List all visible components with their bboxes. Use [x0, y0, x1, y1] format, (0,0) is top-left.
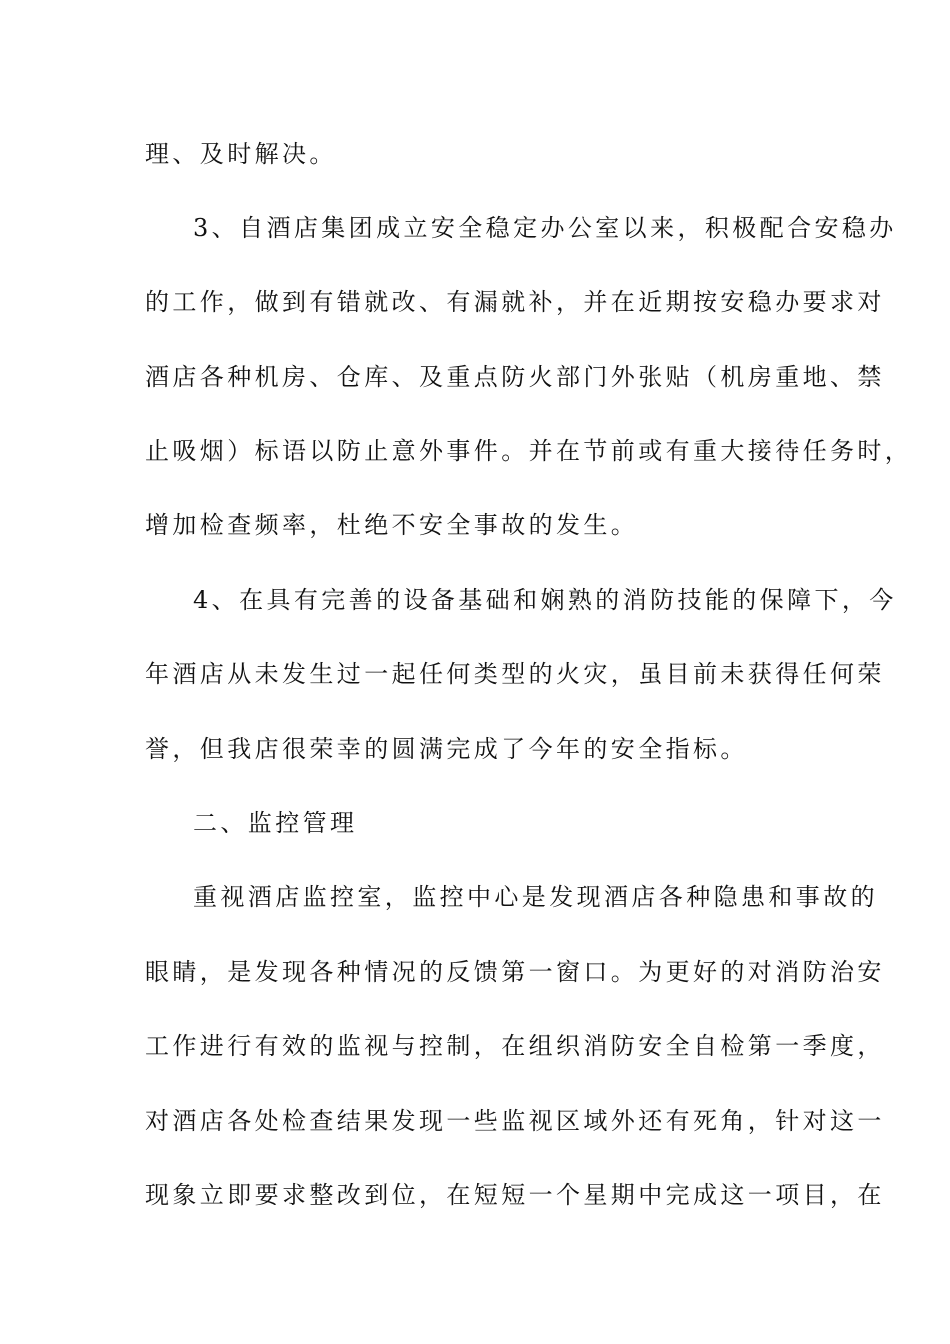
paragraph-line: 4、在具有完善的设备基础和娴熟的消防技能的保障下，今	[193, 586, 897, 614]
paragraph-line: 现象立即要求整改到位，在短短一个星期中完成这一项目，在	[145, 1181, 885, 1209]
paragraph-line: 止吸烟）标语以防止意外事件。并在节前或有重大接待任务时，	[145, 437, 913, 465]
paragraph-line: 酒店各种机房、仓库、及重点防火部门外张贴（机房重地、禁	[145, 363, 885, 391]
paragraph-line: 年酒店从未发生过一起任何类型的火灾，虽目前未获得任何荣	[145, 660, 885, 688]
paragraph-line: 理、及时解决。	[145, 140, 337, 168]
paragraph-line: 眼睛，是发现各种情况的反馈第一窗口。为更好的对消防治安	[145, 958, 885, 986]
paragraph-line: 重视酒店监控室，监控中心是发现酒店各种隐患和事故的	[193, 883, 878, 911]
paragraph-line: 对酒店各处检查结果发现一些监视区域外还有死角，针对这一	[145, 1107, 885, 1135]
paragraph-line: 誉，但我店很荣幸的圆满完成了今年的安全指标。	[145, 735, 748, 763]
paragraph-line: 3、自酒店集团成立安全稳定办公室以来，积极配合安稳办	[193, 214, 897, 242]
paragraph-line: 工作进行有效的监视与控制，在组织消防安全自检第一季度，	[145, 1032, 885, 1060]
paragraph-line: 的工作，做到有错就改、有漏就补，并在近期按安稳办要求对	[145, 288, 885, 316]
section-heading: 二、监控管理	[193, 809, 358, 837]
paragraph-line: 增加检查频率，杜绝不安全事故的发生。	[145, 511, 639, 539]
